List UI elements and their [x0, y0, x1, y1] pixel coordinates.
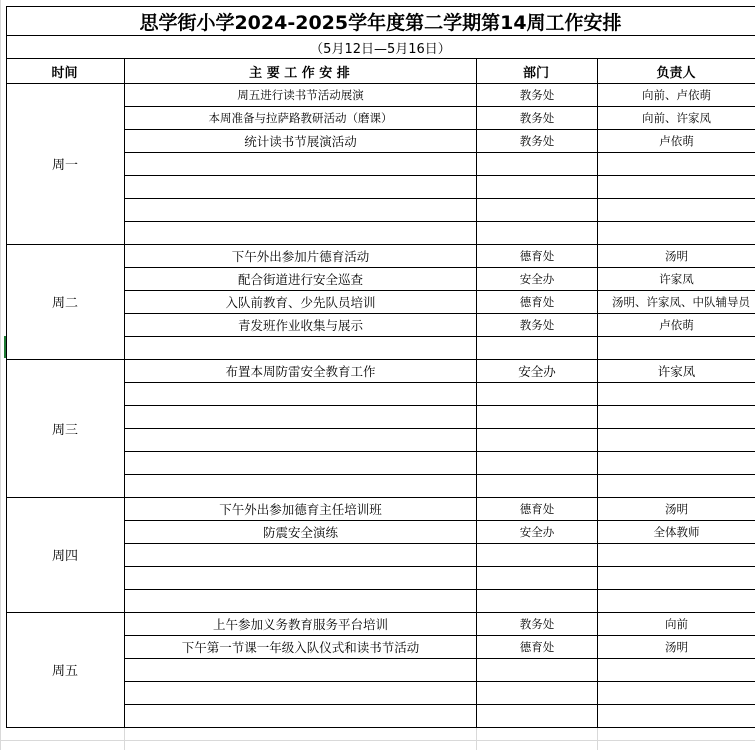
person-cell[interactable]	[598, 198, 755, 221]
row-divider	[124, 589, 755, 590]
department-cell[interactable]: 教务处	[519, 133, 555, 148]
person-cell[interactable]: 许家凤	[659, 271, 694, 286]
day-label[interactable]: 周三	[51, 422, 78, 438]
person-cell[interactable]	[598, 336, 755, 359]
work-item-cell[interactable]: 入队前教育、少先队员培训	[225, 294, 376, 310]
sheet-gridline	[476, 728, 477, 750]
person-cell[interactable]: 全体教师	[653, 524, 700, 539]
column-divider	[476, 58, 477, 83]
row-divider	[124, 267, 755, 268]
work-item-cell[interactable]: 防震安全演练	[262, 524, 338, 540]
person-cell[interactable]: 向前、卢依萌	[642, 87, 711, 102]
row-divider	[124, 175, 755, 176]
work-item-cell[interactable]	[125, 451, 476, 474]
page-title: 思学街小学2024-2025学年度第二学期第14周工作安排	[139, 11, 622, 34]
department-cell[interactable]: 安全办	[519, 524, 555, 539]
person-cell[interactable]	[598, 704, 755, 727]
column-divider	[124, 497, 125, 612]
column-divider	[597, 58, 598, 83]
work-item-cell[interactable]	[125, 428, 476, 451]
person-cell[interactable]: 卢依萌	[659, 317, 694, 332]
department-cell[interactable]: 教务处	[519, 110, 555, 125]
header-time: 时间	[51, 65, 78, 81]
work-item-cell[interactable]	[125, 704, 476, 727]
person-cell[interactable]: 向前、许家凤	[642, 110, 711, 125]
department-cell[interactable]	[477, 451, 597, 474]
row-divider	[124, 451, 755, 452]
work-item-cell[interactable]: 本周准备与拉萨路教研活动（磨课）	[208, 110, 393, 125]
person-cell[interactable]	[598, 681, 755, 704]
person-cell[interactable]	[598, 382, 755, 405]
work-item-cell[interactable]	[125, 221, 476, 244]
work-item-cell[interactable]	[125, 589, 476, 612]
sheet-gridline	[124, 728, 125, 750]
department-cell[interactable]	[477, 336, 597, 359]
person-cell[interactable]: 卢依萌	[659, 133, 694, 148]
work-item-cell[interactable]: 配合街道进行安全巡查	[237, 271, 363, 287]
work-item-cell[interactable]: 周五进行读书节活动展演	[237, 87, 364, 102]
department-cell[interactable]	[477, 566, 597, 589]
column-divider	[597, 359, 598, 497]
work-item-cell[interactable]	[125, 382, 476, 405]
department-cell[interactable]: 德育处	[519, 294, 555, 309]
sheet-gridline	[0, 0, 1, 750]
department-cell[interactable]	[477, 658, 597, 681]
date-range-subtitle: （5月12日—5月16日）	[310, 41, 451, 57]
work-item-cell[interactable]: 下午外出参加德育主任培训班	[219, 501, 382, 517]
column-divider	[124, 83, 125, 244]
row-divider	[124, 658, 755, 659]
row-divider	[124, 543, 755, 544]
work-item-cell[interactable]	[125, 175, 476, 198]
person-cell[interactable]: 汤明	[665, 248, 688, 263]
department-cell[interactable]: 安全办	[519, 271, 555, 286]
work-item-cell[interactable]	[125, 543, 476, 566]
row-divider	[124, 198, 755, 199]
work-item-cell[interactable]	[125, 152, 476, 175]
person-cell[interactable]: 许家凤	[657, 363, 696, 379]
row-divider	[124, 635, 755, 636]
row-divider	[124, 336, 755, 337]
person-cell[interactable]: 汤明	[665, 501, 688, 516]
person-cell[interactable]	[598, 428, 755, 451]
column-divider	[124, 612, 125, 727]
header-person: 负责人	[656, 65, 696, 81]
department-cell[interactable]	[477, 704, 597, 727]
column-divider	[124, 359, 125, 497]
person-cell[interactable]	[598, 589, 755, 612]
row-divider	[124, 221, 755, 222]
person-cell[interactable]: 汤明	[665, 639, 688, 654]
person-cell[interactable]	[598, 175, 755, 198]
column-divider	[476, 497, 477, 612]
row-divider	[124, 681, 755, 682]
person-cell[interactable]	[598, 543, 755, 566]
work-item-cell[interactable]	[125, 198, 476, 221]
column-divider	[476, 612, 477, 727]
column-divider	[597, 497, 598, 612]
table-border	[6, 35, 755, 36]
department-cell[interactable]: 德育处	[519, 639, 555, 654]
person-cell[interactable]	[598, 405, 755, 428]
sheet-gridline	[597, 728, 598, 750]
department-cell[interactable]	[477, 474, 597, 497]
column-divider	[597, 83, 598, 244]
row-divider	[124, 704, 755, 705]
department-cell[interactable]	[477, 221, 597, 244]
table-border	[6, 6, 755, 7]
department-cell[interactable]	[477, 382, 597, 405]
work-item-cell[interactable]	[125, 405, 476, 428]
work-item-cell[interactable]	[125, 336, 476, 359]
work-item-cell[interactable]: 上午参加义务教育服务平台培训	[212, 616, 388, 632]
person-cell[interactable]	[598, 474, 755, 497]
row-divider	[124, 106, 755, 107]
work-item-cell[interactable]: 青发班作业收集与展示	[237, 317, 363, 333]
table-border	[6, 58, 755, 59]
department-cell[interactable]: 安全办	[518, 363, 556, 379]
person-cell[interactable]	[598, 658, 755, 681]
column-divider	[124, 58, 125, 83]
row-divider	[124, 152, 755, 153]
department-cell[interactable]: 德育处	[519, 501, 555, 516]
row-divider	[124, 474, 755, 475]
header-department: 部门	[522, 65, 549, 81]
row-divider	[124, 129, 755, 130]
row-divider	[124, 566, 755, 567]
column-divider	[476, 359, 477, 497]
department-cell[interactable]	[477, 405, 597, 428]
day-block-border	[6, 727, 755, 728]
row-divider	[124, 313, 755, 314]
work-item-cell[interactable]: 下午外出参加片德育活动	[231, 248, 370, 264]
work-item-cell[interactable]	[125, 658, 476, 681]
header-work: 主 要 工 作 安 排	[249, 65, 350, 81]
department-cell[interactable]	[477, 198, 597, 221]
column-divider	[597, 612, 598, 727]
person-cell[interactable]: 汤明、许家凤、中队辅导员	[612, 294, 750, 309]
person-cell[interactable]: 向前	[665, 616, 688, 631]
person-cell[interactable]	[598, 566, 755, 589]
work-item-cell[interactable]	[125, 566, 476, 589]
department-cell[interactable]: 教务处	[519, 317, 555, 332]
row-divider	[124, 428, 755, 429]
department-cell[interactable]: 教务处	[519, 87, 555, 102]
day-label[interactable]: 周五	[51, 664, 78, 679]
person-cell[interactable]	[598, 221, 755, 244]
person-cell[interactable]	[598, 152, 755, 175]
department-cell[interactable]	[477, 175, 597, 198]
department-cell[interactable]	[477, 152, 597, 175]
row-divider	[124, 382, 755, 383]
day-label[interactable]: 周四	[51, 549, 78, 564]
row-divider	[124, 405, 755, 406]
work-item-cell[interactable]: 下午第一节课一年级入队仪式和读书节活动	[181, 639, 420, 655]
day-label[interactable]: 周二	[51, 296, 78, 311]
work-item-cell[interactable]: 布置本周防雷安全教育工作	[225, 363, 376, 379]
work-item-cell[interactable]	[125, 474, 476, 497]
row-divider	[124, 290, 755, 291]
department-cell[interactable]	[477, 428, 597, 451]
column-divider	[597, 244, 598, 359]
work-item-cell[interactable]: 统计读书节展演活动	[244, 133, 357, 149]
department-cell[interactable]: 德育处	[519, 248, 555, 263]
department-cell[interactable]	[477, 589, 597, 612]
column-divider	[124, 244, 125, 359]
row-divider	[124, 520, 755, 521]
department-cell[interactable]	[477, 681, 597, 704]
work-item-cell[interactable]	[125, 681, 476, 704]
department-cell[interactable]: 教务处	[519, 616, 555, 631]
person-cell[interactable]	[598, 451, 755, 474]
sheet-gridline	[0, 740, 755, 741]
column-divider	[476, 244, 477, 359]
department-cell[interactable]	[477, 543, 597, 566]
day-label[interactable]: 周一	[51, 158, 78, 173]
column-divider	[476, 83, 477, 244]
